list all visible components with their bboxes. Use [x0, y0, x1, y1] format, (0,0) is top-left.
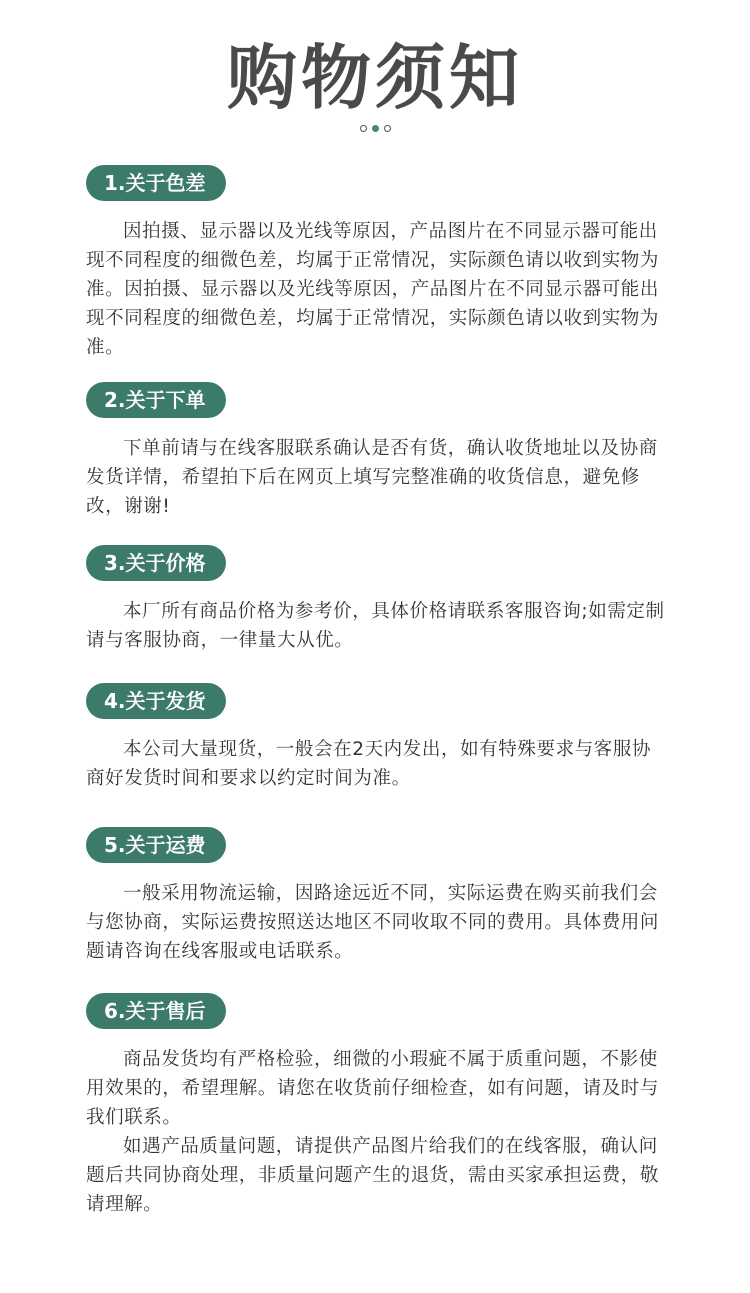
page-title: 购物须知 [227, 37, 523, 119]
section-body [86, 217, 666, 362]
section-color-difference [86, 165, 666, 362]
section-paragraph: 本厂所有商品价格为参考价，具体价格请联系客服咨询;如需定制请与客服协商，一律量大从优。 [86, 601, 665, 651]
dot-active-icon [372, 125, 379, 132]
section-freight [86, 827, 666, 966]
section-paragraph: 因拍摄、显示器以及光线等原因，产品图片在不同显示器可能出现不同程度的细微色差，均属于正常情况，实际颜色请以收到实物为准。因拍摄、显示器以及光线等原因，产品图片在不同显示器可能出现不同程度的细微色差，均属于正常情况，实际颜色请以收到实物为准。 [86, 221, 660, 358]
section-badge: 5.关于运费 [86, 827, 226, 863]
section-badge: 6.关于售后 [86, 993, 226, 1029]
section-badge: 1.关于色差 [86, 165, 226, 201]
pagination-dots [0, 125, 750, 132]
section-paragraph: 本公司大量现货，一般会在2天内发出，如有特殊要求与客服协商好发货时间和要求以约定时间为准。 [86, 739, 652, 789]
section-body [86, 597, 666, 655]
section-ordering [86, 382, 666, 521]
section-badge: 3.关于价格 [86, 545, 226, 581]
section-price [86, 545, 666, 655]
section-badge: 2.关于下单 [86, 382, 226, 418]
section-body [86, 434, 666, 521]
dot-icon [384, 125, 391, 132]
section-paragraph: 商品发货均有严格检验，细微的小瑕疵不属于质重问题，不影使用效果的，希望理解。请您在收货前仔细检查，如有问题，请及时与我们联系。 [86, 1049, 660, 1128]
section-shipping [86, 683, 666, 793]
section-badge: 4.关于发货 [86, 683, 226, 719]
section-paragraph: 一般采用物流运输，因路途远近不同，实际运费在购买前我们会与您协商，实际运费按照送达地区不同收取不同的费用。具体费用问题请咨询在线客服或电话联系。 [86, 883, 660, 962]
dot-icon [360, 125, 367, 132]
section-after-sales [86, 993, 666, 1219]
section-body [86, 879, 666, 966]
section-paragraph: 如遇产品质量问题，请提供产品图片给我们的在线客服，确认问题后共同协商处理，非质量问题产生的退货，需由买家承担运费，敬请理解。 [86, 1136, 660, 1215]
section-body [86, 735, 666, 793]
section-body [86, 1045, 666, 1219]
section-paragraph: 下单前请与在线客服联系确认是否有货，确认收货地址以及协商发货详情，希望拍下后在网页上填写完整准确的收货信息，避免修改，谢谢! [86, 438, 658, 517]
